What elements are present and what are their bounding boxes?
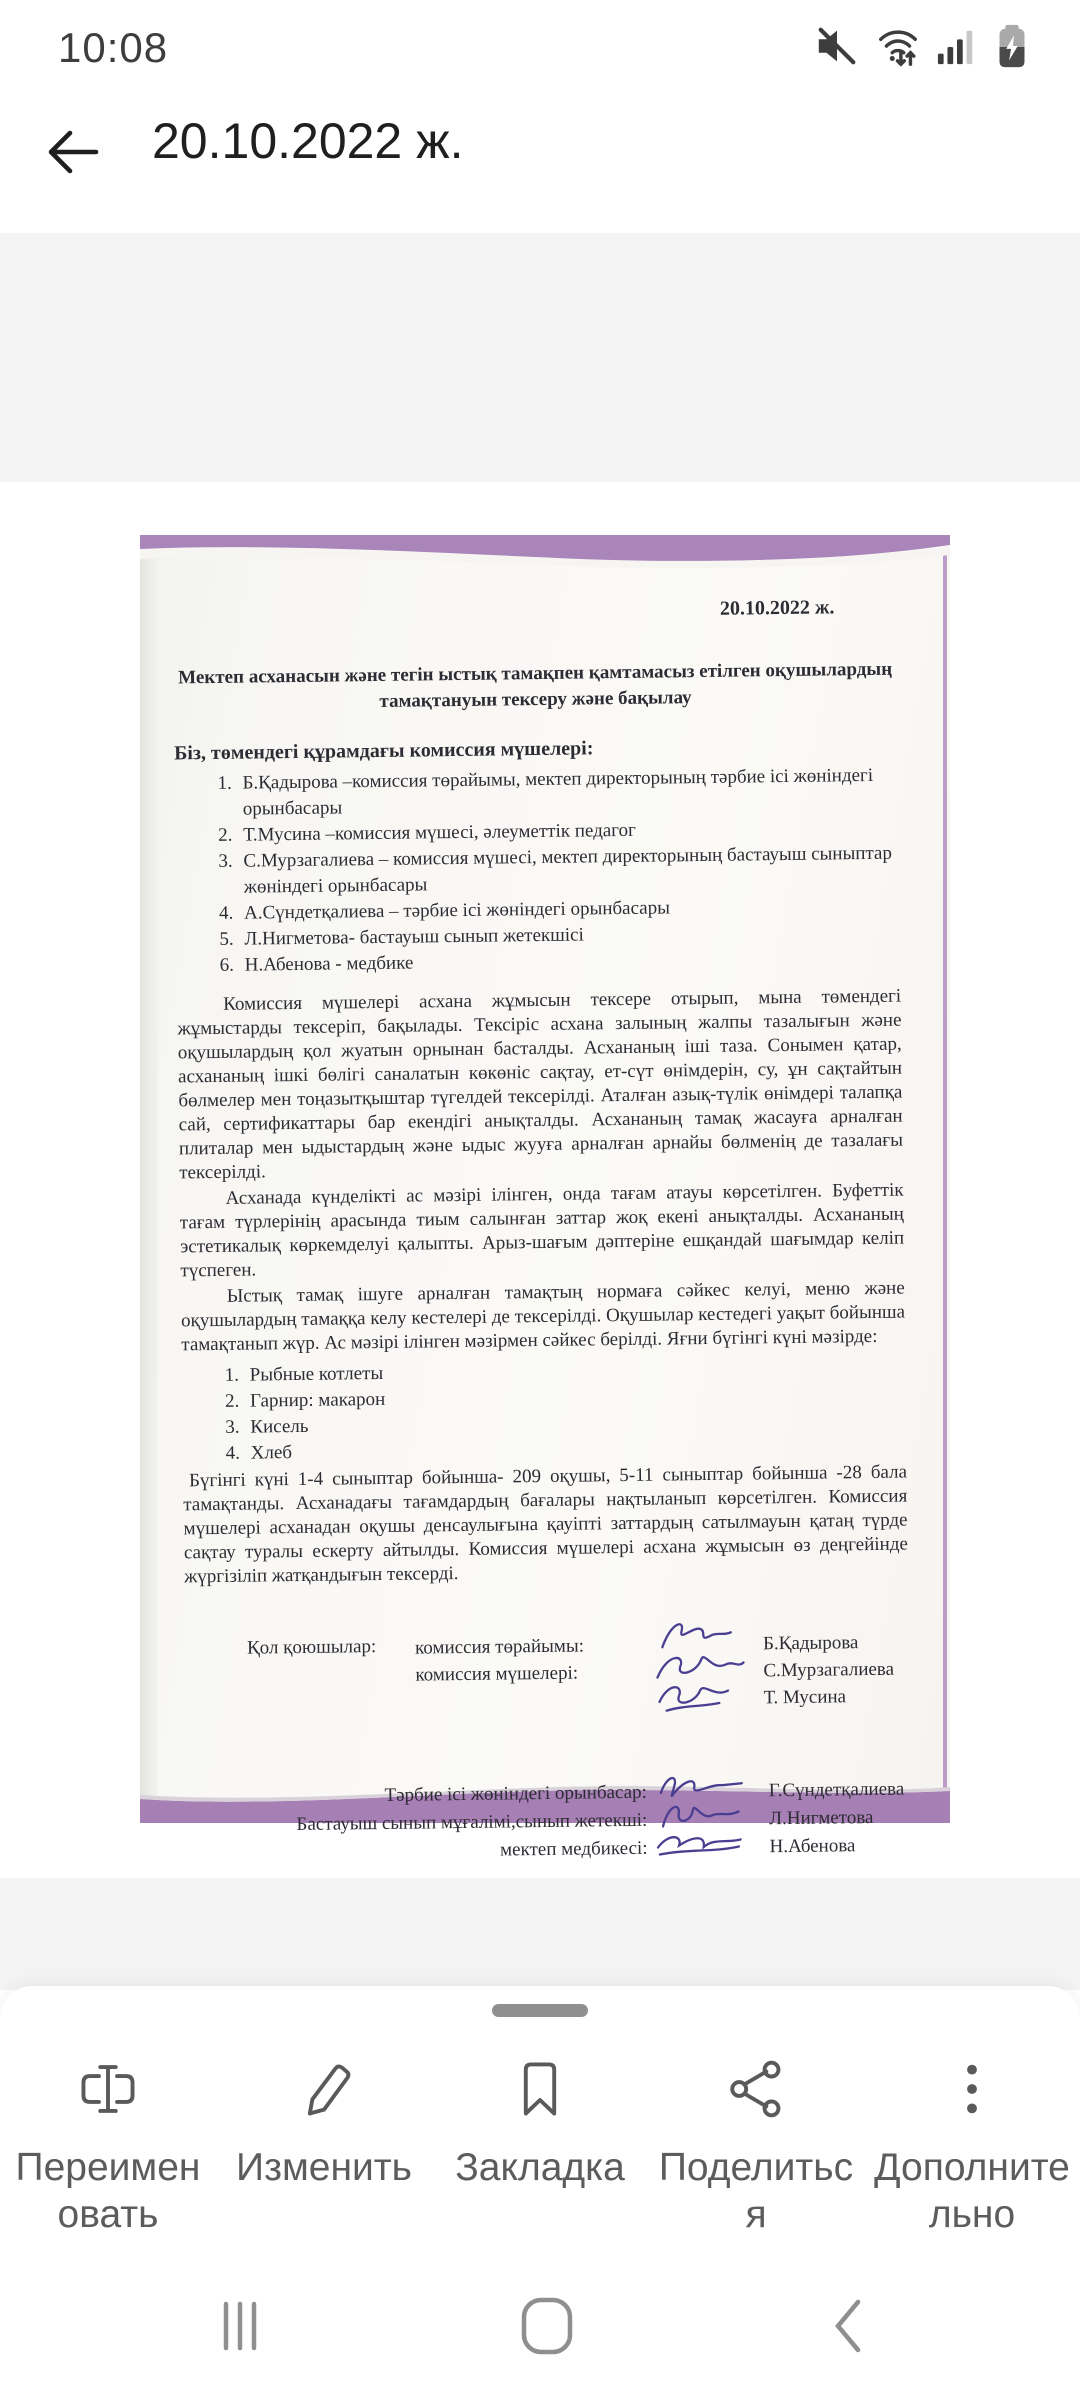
content-background-top bbox=[0, 233, 1080, 482]
action-label: Поделиться bbox=[658, 2146, 854, 2236]
battery-charging-icon bbox=[992, 22, 1032, 75]
action-label: Закладка bbox=[455, 2146, 625, 2189]
action-toolbar bbox=[0, 2058, 1080, 2238]
action-label: Дополнительно bbox=[874, 2146, 1070, 2236]
list-item: 2. Т.Мусина –комиссия мүшесі, әлеуметтік педагог bbox=[237, 815, 899, 849]
signature-role: комиссия төрайымы: bbox=[414, 1635, 585, 1659]
signature-roles bbox=[415, 1632, 644, 1716]
content-background-bottom bbox=[0, 1878, 1080, 1990]
list-item: 1. Рыбные котлеты bbox=[244, 1355, 906, 1389]
share-button[interactable] bbox=[648, 2058, 864, 2238]
signature-marks bbox=[643, 1630, 764, 1712]
document-page bbox=[172, 595, 911, 1869]
list-item: 1. Б.Қадырова –комиссия төрайымы, мектеп директорының тәрбие ісі жөніндегі орынбасары bbox=[236, 763, 899, 823]
bookmark-icon bbox=[509, 2058, 571, 2120]
rename-button[interactable] bbox=[0, 2058, 216, 2238]
menu-list bbox=[182, 1355, 907, 1468]
signature-role: комиссия мүшелері: bbox=[415, 1662, 579, 1686]
more-button[interactable] bbox=[864, 2058, 1080, 2238]
list-item: 4. А.Сүндетқалиева – тәрбие ісі жөніндегі орынбасары bbox=[238, 893, 900, 927]
signal-icon bbox=[936, 23, 978, 74]
back-button[interactable] bbox=[40, 120, 104, 184]
list-item: 5. Л.Нигметова- бастауыш сынып жетекшісі bbox=[238, 919, 900, 953]
pencil-icon bbox=[293, 2058, 355, 2120]
document-date: 20.10.2022 ж. bbox=[719, 596, 835, 620]
back-nav-button[interactable] bbox=[814, 2290, 886, 2362]
signature-name: Н.Абенова bbox=[769, 1835, 856, 1858]
signature-name: Л.Нигметова bbox=[769, 1806, 874, 1830]
signature-icon bbox=[649, 1823, 762, 1868]
page-edge bbox=[140, 535, 158, 1823]
signers-label: Қол қоюшылар: bbox=[246, 1636, 377, 1659]
wifi-icon bbox=[874, 23, 922, 74]
system-navigation-bar bbox=[0, 2274, 1080, 2400]
signature-role: Бастауыш сынып мұғалімі,сынып жетекші: bbox=[296, 1809, 648, 1836]
more-vertical-icon bbox=[941, 2058, 1003, 2120]
paragraph: Асханада күнделікті ас мәзірі ілінген, онда тағам атауы көрсетілген. Буфеттік тағам түрлерінің арасында тиым салынған заттар жоқ екені анықталды. Асхананың эстетикалық көркемделуі қалыпты. Арыз-шағым дәптеріне ешқандай шағымдар келіп түспеген. bbox=[179, 1179, 905, 1282]
commission-members-list bbox=[174, 763, 900, 980]
home-button[interactable] bbox=[511, 2290, 583, 2362]
document-title: Мектеп асханасын және тегін ыстық тамақпен қамтамасыз етілген оқушылардың тамақтануын тексеру және бақылау bbox=[178, 658, 893, 712]
signature-marks bbox=[647, 1777, 770, 1862]
signature-roles bbox=[187, 1779, 648, 1869]
commission-heading: Біз, төмендегі құрамдағы комиссия мүшелері: bbox=[173, 737, 594, 765]
signature-names bbox=[769, 1776, 905, 1862]
rename-icon bbox=[77, 2058, 139, 2120]
closing-paragraph: Бүгінгі күні 1-4 сыныптар бойынша- 209 оқушы, 5-11 сыныптар бойынша -28 бала тамақтанды. Асханадағы тағамдардың бағалары нақтыланып көрсетілген. Комиссия мүшелері асханадан оқушы денсаулығына қауіпті заттардың сатылмауын қатаң түрде сақтау туралы ескерту айтылды. Комиссия мүшелері асхана жұмысын өз деңгейінде жүргізіліп жатқандығын тексерді. bbox=[183, 1461, 908, 1588]
paragraph: Комиссия мүшелері асхана жұмысын тексере отырып, мына төмендегі жұмыстарды тексеріп, бақылады. Тексіріс асхана залының жалпы тазалығын және оқушылардың қол жуатын орнынан басталды. Асхананың іші таза. Сонымен қатар, асхананың ішкі бөлігі саналатын көкөніс сақтау, ет-сүт өнімдерін, су, ұн сақтайтын бөлмелер мен тоңазытқыштар түгелдей тексерілді. Аталған азық-түлік өнімдері талапқа сай, сертификаттары бар екендігі анықталды. Асхананың тамақ жасауға арналған плиталар мен ыдыстардың және ыдыс жууға арналған арнайы бөлменің де тазалағы тексерілді. bbox=[177, 985, 904, 1184]
action-label: Переименовать bbox=[15, 2146, 201, 2236]
signature-name: С.Мурзагалиева bbox=[763, 1658, 895, 1682]
paragraph: Ыстық тамақ ішуге арналған тамақтың нормаға сәйкес келуі, меню және оқушылардың тамаққа келу кестелері де тексерілді. Оқушылар кестедегі уақыт бойынша тамақтанып жүр. Ас мәзірі ілінген мәзірмен сәйкес берілді. Яғни бүгінгі күні мәзірде: bbox=[180, 1277, 906, 1356]
signature-name: Б.Қадырова bbox=[762, 1632, 859, 1655]
signature-name: Г.Сүндетқалиева bbox=[768, 1778, 905, 1802]
signature-names bbox=[763, 1629, 895, 1712]
action-label: Изменить bbox=[236, 2146, 412, 2189]
list-item: 3. С.Мурзагалиева – комиссия мүшесі, мектеп директорының бастауыш сыныптар жөніндегі орынбасары bbox=[237, 841, 900, 901]
status-icons bbox=[814, 22, 1032, 75]
signature-role: Тәрбие ісі жөніндегі орынбасар: bbox=[384, 1781, 647, 1806]
signature-name: Т. Мусина bbox=[763, 1686, 847, 1709]
purple-cover-top bbox=[140, 535, 950, 569]
signature-block-2 bbox=[187, 1776, 912, 1869]
app-header bbox=[0, 92, 1080, 233]
list-item: 6. Н.Абенова - медбике bbox=[239, 945, 901, 979]
document-photo[interactable] bbox=[140, 535, 950, 1861]
list-item: 4. Хлеб bbox=[245, 1433, 907, 1467]
mute-icon bbox=[814, 23, 860, 74]
edit-button[interactable] bbox=[216, 2058, 432, 2238]
status-bar bbox=[0, 0, 1080, 92]
bookmark-button[interactable] bbox=[432, 2058, 648, 2238]
share-icon bbox=[725, 2058, 787, 2120]
page-title: 20.10.2022 ж. bbox=[152, 113, 464, 169]
signature-block-1 bbox=[185, 1629, 910, 1719]
list-item: 3. Кисель bbox=[244, 1407, 906, 1441]
drag-handle[interactable] bbox=[492, 2004, 588, 2017]
bottom-action-sheet bbox=[0, 1986, 1080, 2400]
clock: 10:08 bbox=[58, 24, 169, 71]
binder-edge-line bbox=[943, 549, 947, 1809]
list-item: 2. Гарнир: макарон bbox=[244, 1381, 906, 1415]
signature-role: мектеп медбикесі: bbox=[499, 1837, 648, 1861]
recents-button[interactable] bbox=[204, 2290, 276, 2362]
signature-icon bbox=[645, 1674, 758, 1719]
